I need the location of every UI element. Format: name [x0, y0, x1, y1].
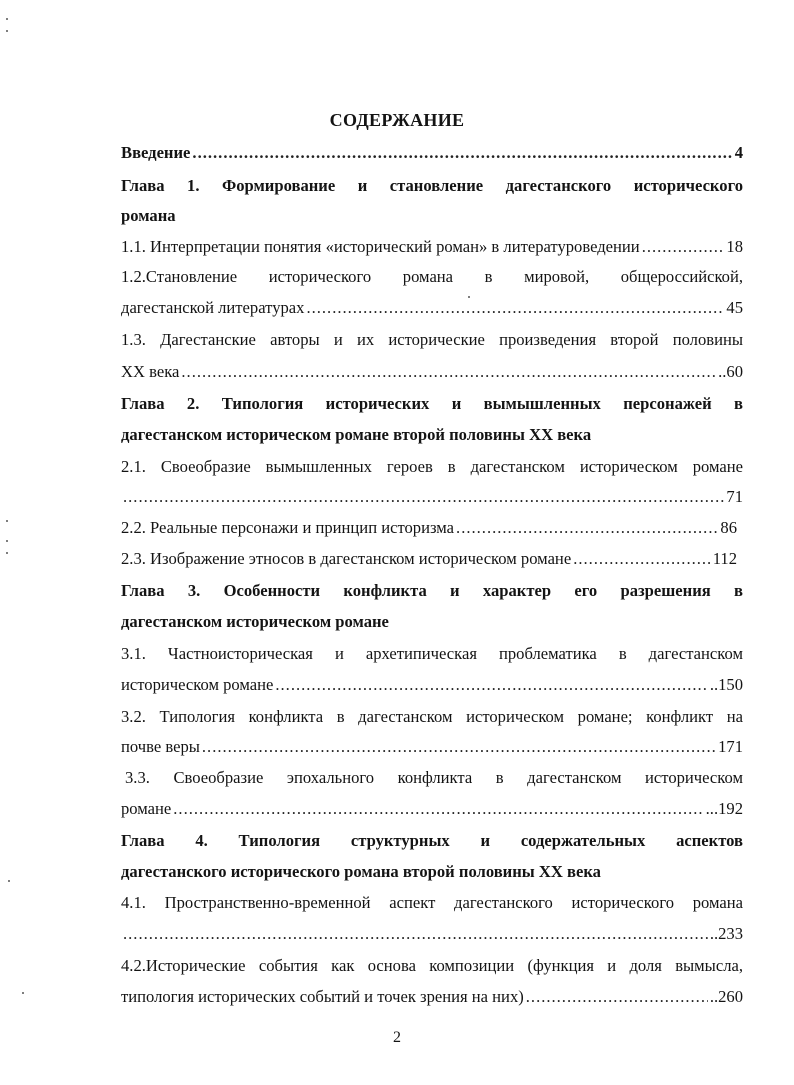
chapter-2-heading-cont: дагестанском историческом романе второй половины XX века	[121, 425, 592, 444]
toc-entry-3-2-line1: 3.2. Типология конфликта в дагестанском историческом романе; конфликт на	[121, 707, 743, 726]
toc-entry-3-3	[121, 799, 743, 819]
chapter-3-heading-cont: дагестанском историческом романе	[121, 612, 389, 631]
leader-dots	[123, 487, 724, 507]
scan-speck	[6, 540, 8, 542]
toc-entry-2-1-line1: 2.1. Своеобразие вымышленных героев в дагестанском историческом романе	[121, 457, 743, 476]
toc-entry-label: почве веры	[121, 737, 200, 756]
chapter-3-heading: Глава 3. Особенности конфликта и характер его разрешения в	[121, 581, 743, 600]
toc-entry-page: 71	[726, 487, 743, 506]
toc-entry-label: Введение	[121, 143, 191, 162]
toc-entry-page: 112	[712, 549, 737, 568]
toc-title: СОДЕРЖАНИЕ	[329, 110, 465, 130]
leader-dots	[173, 799, 703, 819]
toc-entry-page: 18	[726, 237, 743, 256]
toc-entry-page: ...192	[705, 799, 743, 818]
scan-speck	[6, 30, 8, 32]
toc-entry-1-2	[121, 298, 743, 318]
toc-entry-4-1-line1: 4.1. Пространственно-временной аспект дагестанского исторического романа	[121, 893, 743, 912]
toc-entry-1-1	[121, 237, 743, 257]
toc-entry-page: ..150	[709, 675, 743, 694]
leader-dots	[573, 549, 711, 569]
leader-dots	[456, 518, 718, 538]
leader-dots	[275, 675, 707, 695]
toc-entry-1-3	[121, 362, 743, 382]
leader-dots	[526, 987, 708, 1007]
toc-entry-page: 4	[734, 143, 743, 162]
leader-dots	[642, 237, 725, 257]
scan-speck	[6, 18, 8, 20]
toc-entry-page: ..60	[718, 362, 743, 381]
toc-entry-label: 1.1. Интерпретации понятия «исторический роман» в литературоведении	[121, 237, 640, 256]
toc-entry-4-2-line1: 4.2.Исторические события как основа композиции (функция и доля вымысла,	[121, 956, 743, 975]
chapter-4-heading: Глава 4. Типология структурных и содержательных аспектов	[121, 831, 743, 850]
toc-entry-label: 2.2. Реальные персонажи и принцип историзма	[121, 518, 455, 537]
toc-entry-2-3	[121, 549, 737, 569]
chapter-1-heading-cont: романа	[121, 206, 176, 225]
toc-entry-label: типология исторических событий и точек зрения на них)	[121, 987, 524, 1006]
leader-dots	[306, 298, 724, 318]
toc-entry-2-2	[121, 518, 737, 538]
toc-entry-1-3-line1: 1.3. Дагестанские авторы и их исторические произведения второй половины	[121, 330, 743, 349]
toc-entry-page: 45	[726, 298, 743, 317]
toc-entry-page: ..260	[709, 987, 743, 1006]
toc-entry-3-2	[121, 737, 743, 757]
scan-speck	[6, 552, 8, 554]
chapter-4-heading-cont: дагестанского исторического романа второй половины XX века	[121, 862, 601, 881]
scan-speck	[6, 520, 8, 522]
toc-entry-label: XX века	[121, 362, 180, 381]
scan-speck	[8, 880, 10, 882]
toc-entry-label: историческом романе	[121, 675, 274, 694]
toc-entry-label: романе	[121, 799, 172, 818]
leader-dots	[192, 143, 732, 163]
chapter-2-heading: Глава 2. Типология исторических и вымышленных персонажей в	[121, 394, 743, 413]
toc-entry-2-1	[121, 487, 743, 507]
toc-entry-3-1	[121, 675, 743, 695]
scan-speck	[468, 296, 470, 298]
toc-entry-4-2	[121, 987, 743, 1007]
toc-entry-page: ..233	[709, 924, 743, 943]
scan-speck	[22, 992, 24, 994]
toc-entry-intro	[121, 143, 743, 163]
toc-entry-4-1	[121, 924, 743, 944]
page-number: 2	[393, 1029, 401, 1046]
toc-entry-label: дагестанской литературах	[121, 298, 305, 317]
toc-entry-label: 2.3. Изображение этносов в дагестанском историческом романе	[121, 549, 572, 568]
chapter-1-heading: Глава 1. Формирование и становление дагестанского исторического	[121, 176, 743, 195]
leader-dots	[181, 362, 716, 382]
toc-entry-page: 171	[718, 737, 743, 756]
leader-dots	[202, 737, 716, 757]
toc-entry-1-2-line1: 1.2.Становление исторического романа в мировой, общероссийской,	[121, 267, 743, 286]
leader-dots	[123, 924, 708, 944]
toc-entry-3-1-line1: 3.1. Частноисторическая и архетипическая проблематика в дагестанском	[121, 644, 743, 663]
toc-entry-page: 86	[720, 518, 737, 537]
toc-entry-3-3-line1: 3.3. Своеобразие эпохального конфликта в дагестанском историческом	[125, 768, 743, 787]
